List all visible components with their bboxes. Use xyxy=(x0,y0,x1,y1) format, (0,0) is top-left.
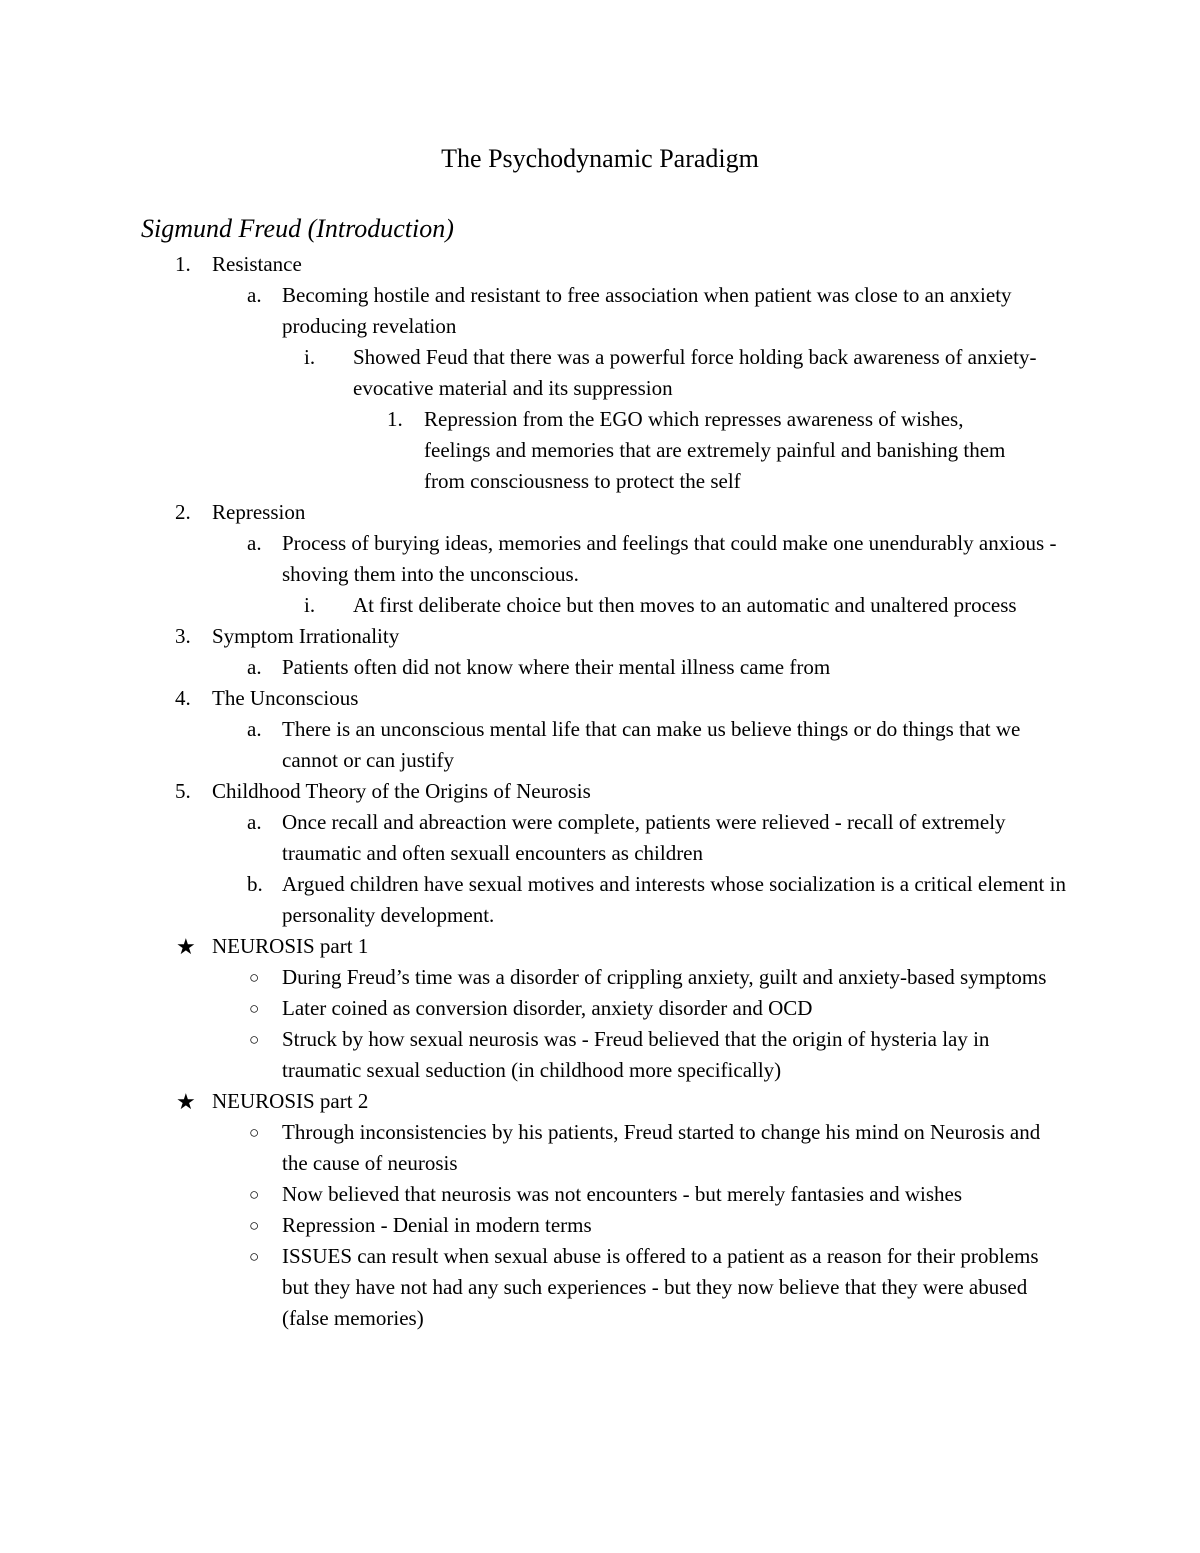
star-bullet-icon: ★ xyxy=(176,934,196,959)
list-item-text: The Unconscious xyxy=(212,686,359,710)
list-item-text: Now believed that neurosis was not encounters - but merely fantasies and wishes xyxy=(282,1182,962,1206)
circle-bullet-icon: ○ xyxy=(249,1216,260,1235)
list-item-text: Argued children have sexual motives and interests whose socialization is a critical element in personality development. xyxy=(282,872,1066,927)
list-item xyxy=(0,714,1200,776)
list-item xyxy=(0,993,1200,1024)
list-item-text: Struck by how sexual neurosis was - Freud believed that the origin of hysteria lay in traumatic sexual seduction (in childhood more specifically) xyxy=(282,1027,990,1082)
list-item xyxy=(0,962,1200,993)
list-item-text: NEUROSIS part 2 xyxy=(212,1089,369,1113)
list-item xyxy=(0,869,1200,931)
list-item-text: During Freud’s time was a disorder of crippling anxiety, guilt and anxiety-based symptoms xyxy=(282,965,1047,989)
list-item-text: Repression - Denial in modern terms xyxy=(282,1213,592,1237)
list-item xyxy=(0,528,1200,590)
list-item xyxy=(0,621,1200,652)
list-item-text: There is an unconscious mental life that can make us believe things or do things that we cannot or can justify xyxy=(282,717,1021,772)
list-item xyxy=(0,280,1200,342)
list-item xyxy=(0,776,1200,807)
list-item xyxy=(0,1086,1200,1117)
list-marker: a. xyxy=(247,717,262,741)
list-item xyxy=(0,404,1200,497)
list-item-text: ISSUES can result when sexual abuse is offered to a patient as a reason for their problems but they have not had any such experiences - but they now believe that they were abused (false memories) xyxy=(282,1244,1039,1330)
list-item xyxy=(0,1210,1200,1241)
list-item-text: NEUROSIS part 1 xyxy=(212,934,369,958)
circle-bullet-icon: ○ xyxy=(249,1247,260,1266)
list-item xyxy=(0,1179,1200,1210)
list-marker: b. xyxy=(247,872,263,896)
list-item xyxy=(0,652,1200,683)
list-item xyxy=(0,683,1200,714)
circle-bullet-icon: ○ xyxy=(249,1123,260,1142)
list-item-text: Through inconsistencies by his patients, Freud started to change his mind on Neurosis and the cause of neurosis xyxy=(282,1120,1041,1175)
list-item-text: Process of burying ideas, memories and feelings that could make one unendurably anxious - shoving them into the unconscious. xyxy=(282,531,1057,586)
circle-bullet-icon: ○ xyxy=(249,1030,260,1049)
list-marker: a. xyxy=(247,810,262,834)
list-item-text: Once recall and abreaction were complete, patients were relieved - recall of extremely traumatic and often sexuall encounters as children xyxy=(282,810,1006,865)
circle-bullet-icon: ○ xyxy=(249,1185,260,1204)
list-item-text: Patients often did not know where their mental illness came from xyxy=(282,655,831,679)
list-marker: 1. xyxy=(387,407,403,431)
outline-list xyxy=(0,249,1200,1334)
list-marker: 5. xyxy=(175,779,191,803)
section-heading: Sigmund Freud (Introduction) xyxy=(141,214,454,243)
list-item-text: Repression from the EGO which represses awareness of wishes, feelings and memories that are extremely painful and banishing them from consciousness to protect the self xyxy=(424,407,1006,493)
list-item xyxy=(0,497,1200,528)
list-item-text: Repression xyxy=(212,500,306,524)
list-item-text: At first deliberate choice but then moves to an automatic and unaltered process xyxy=(353,593,1017,617)
list-item-text: Becoming hostile and resistant to free association when patient was close to an anxiety producing revelation xyxy=(282,283,1012,338)
list-item-text: Showed Feud that there was a powerful force holding back awareness of anxiety-evocative material and its suppression xyxy=(353,345,1037,400)
star-bullet-icon: ★ xyxy=(176,1089,196,1114)
list-item-text: Symptom Irrationality xyxy=(212,624,400,648)
list-item xyxy=(0,342,1200,404)
list-marker: a. xyxy=(247,655,262,679)
list-marker: i. xyxy=(304,345,316,369)
list-item xyxy=(0,931,1200,962)
circle-bullet-icon: ○ xyxy=(249,968,260,987)
list-item xyxy=(0,1024,1200,1086)
list-item-text: Childhood Theory of the Origins of Neurosis xyxy=(212,779,591,803)
circle-bullet-icon: ○ xyxy=(249,999,260,1018)
list-marker: 2. xyxy=(175,500,191,524)
list-item xyxy=(0,249,1200,280)
list-item xyxy=(0,1117,1200,1179)
list-marker: a. xyxy=(247,531,262,555)
list-item xyxy=(0,807,1200,869)
list-marker: i. xyxy=(304,593,316,617)
list-item-text: Later coined as conversion disorder, anxiety disorder and OCD xyxy=(282,996,813,1020)
list-marker: a. xyxy=(247,283,262,307)
list-item-text: Resistance xyxy=(212,252,302,276)
list-marker: 4. xyxy=(175,686,191,710)
list-item xyxy=(0,1241,1200,1334)
list-marker: 1. xyxy=(175,252,191,276)
list-item xyxy=(0,590,1200,621)
page-title: The Psychodynamic Paradigm xyxy=(441,144,759,173)
list-marker: 3. xyxy=(175,624,191,648)
